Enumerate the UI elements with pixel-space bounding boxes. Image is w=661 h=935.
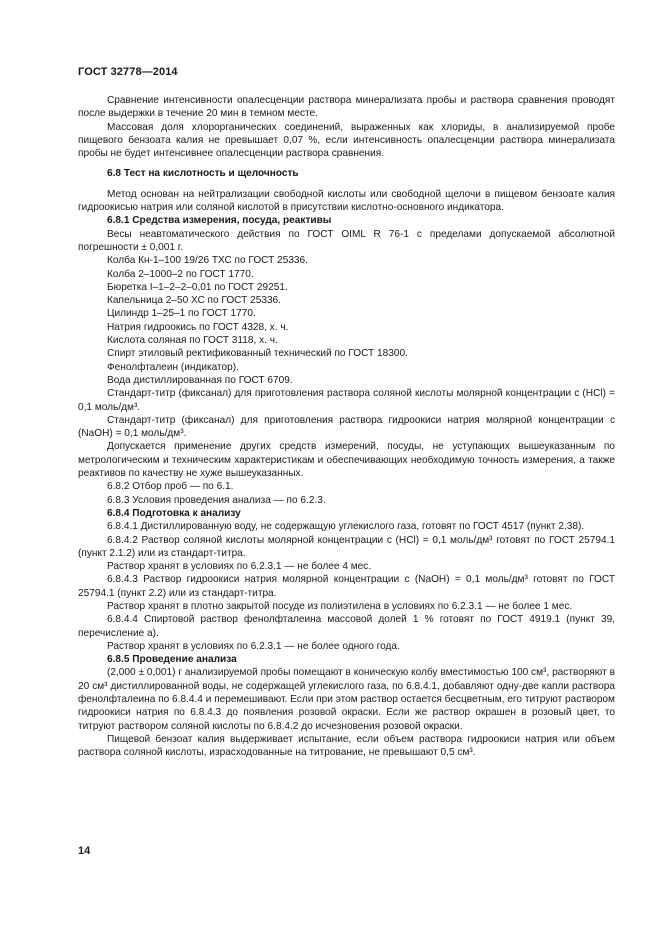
list-item: Натрия гидроокись по ГОСТ 4328, х. ч. — [107, 321, 289, 333]
paragraph: Стандарт-титр (фиксанал) для приготовления раствора гидроокиси натрия молярной концентрации с (NaOH) = 0,1 моль/дм³. — [78, 414, 615, 440]
paragraph: Массовая доля хлорорганических соединений, выраженных как хлориды, в анализируемой пробе пищевого бензоата калия не превышает 0,07 %, если интенсивность опалесценции раствора минерализата пробы не будет интенсивнее опалесценции раствора сравнения. — [78, 121, 615, 160]
paragraph: (2,000 ± 0,001) г анализируемой пробы помещают в коническую колбу вместимостью 100 см³, растворяют в 20 см³ дистиллированной воды, не содержащей углекислого газа, по 6.8.4.1, добавляют одну-две капли раствора фенолфталеина по 6.8.4.4 и перемешивают. Если при этом раствор остается бесцветным, его титруют раствором гидроокиси натрия по 6.8.4.3 до появления розовой окраски. Если же раствор окрашен в розовый цвет, то титруют раствором соляной кислоты по 6.8.4.2 до исчезновения розовой окраски. — [78, 667, 615, 732]
paragraph: Метод основан на нейтрализации свободной кислоты или свободной щелочи в пищевом бензоате калия гидроокисью натрия или соляной кислотой в присутствии кислотно-основного индикатора. — [78, 188, 615, 214]
list-item: Бюретка I–1–2–2–0,01 по ГОСТ 29251. — [107, 281, 288, 293]
paragraph: Раствор хранят в условиях по 6.2.3.1 — не более одного года. — [107, 640, 400, 652]
paragraph: 6.8.3 Условия проведения анализа — по 6.2.3. — [107, 494, 326, 506]
list-item: Колба Кн-1–100 19/26 ТХС по ГОСТ 25336. — [107, 255, 308, 267]
paragraph: Стандарт-титр (фиксанал) для приготовления раствора соляной кислоты молярной концентрации с (HCl) = 0,1 моль/дм³. — [78, 388, 615, 413]
list-item: Фенолфталеин (индикатор). — [107, 361, 239, 373]
list-item: Колба 2–1000–2 по ГОСТ 1770. — [107, 268, 254, 280]
page-number: 14 — [78, 845, 91, 857]
paragraph: 6.8.4.3 Раствор гидроокиси натрия молярной концентрации с (NaOH) = 0,1 моль/дм³ готовят по ГОСТ 25794.1 (пункт 2.2) или из стандарт-титра. — [78, 574, 615, 599]
document-header: ГОСТ 32778—2014 — [78, 66, 178, 78]
paragraph: Допускается применение других средств измерений, посуды, не уступающих вышеуказанным по метрологическим и техническим характеристикам и обеспечивающих необходимую точность измерения, а также реактивов по качеству не хуже вышеуказанных. — [78, 441, 615, 480]
paragraph: 6.8.4.2 Раствор соляной кислоты молярной концентрации с (HCl) = 0,1 моль/дм³ готовят по ГОСТ 25794.1 (пункт 2.1.2) или из стандарт-титра. — [78, 534, 615, 559]
subsection-heading: 6.8.5 Проведение анализа — [107, 654, 237, 666]
paragraph: 6.8.2 Отбор проб — по 6.1. — [107, 481, 234, 493]
subsection-heading: 6.8.1 Средства измерения, посуда, реактивы — [107, 215, 332, 227]
list-item: Капельница 2–50 ХС по ГОСТ 25336. — [107, 295, 281, 307]
list-item: Кислота соляная по ГОСТ 3118, х. ч. — [107, 335, 278, 347]
paragraph: Раствор хранят в условиях по 6.2.3.1 — не более 4 мес. — [107, 561, 372, 573]
paragraph: Сравнение интенсивности опалесценции раствора минерализата пробы и раствора сравнения проводят после выдержки в течение 20 мин в темном месте. — [78, 95, 615, 120]
subsection-heading: 6.8.4 Подготовка к анализу — [107, 507, 241, 519]
paragraph: Весы неавтоматического действия по ГОСТ OIML R 76-1 с пределами допускаемой абсолютной погрешности ± 0,001 г. — [78, 228, 615, 253]
paragraph: Пищевой бензоат калия выдерживает испытание, если объем раствора гидроокиси натрия или объем раствора соляной кислоты, израсходованные на титрование, не превышают 0,5 см³. — [78, 733, 615, 759]
list-item: Вода дистиллированная по ГОСТ 6709. — [107, 374, 293, 386]
paragraph: 6.8.4.4 Спиртовой раствор фенолфталеина массовой долей 1 % готовят по ГОСТ 4919.1 (пункт 39, перечисление а). — [78, 614, 615, 639]
paragraph: Раствор хранят в плотно закрытой посуде из полиэтилена в условиях по 6.2.3.1 — не более 1 мес. — [107, 600, 573, 612]
list-item: Цилиндр 1–25–1 по ГОСТ 1770. — [107, 308, 256, 320]
list-item: Спирт этиловый ректификованный технический по ГОСТ 18300. — [107, 348, 408, 360]
section-heading: 6.8 Тест на кислотность и щелочность — [107, 168, 299, 180]
paragraph: 6.8.4.1 Дистиллированную воду, не содержащую углекислого газа, готовят по ГОСТ 4517 (пункт 2.38). — [107, 521, 585, 533]
document-body — [78, 94, 615, 760]
